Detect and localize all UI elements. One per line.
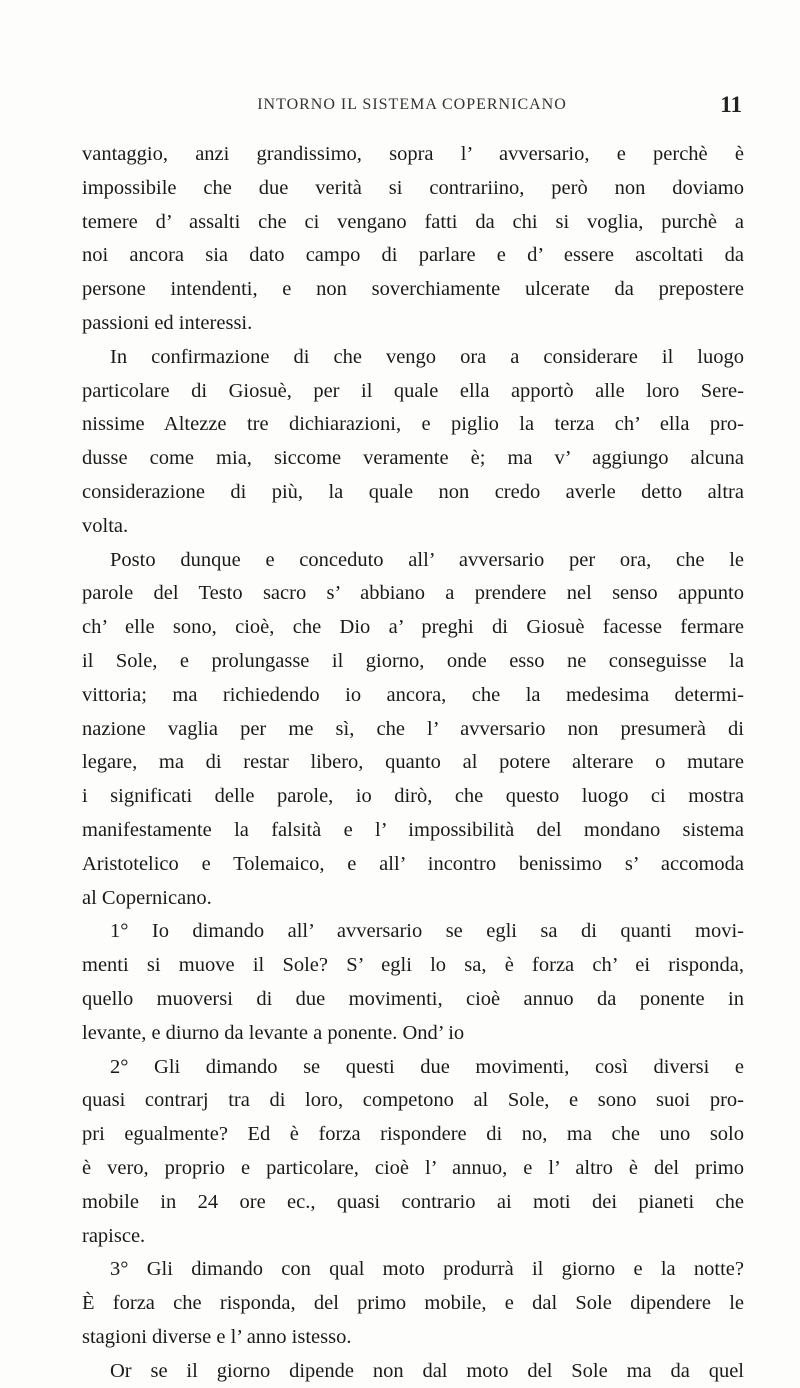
text-line: ch’ elle sono, cioè, che Dio a’ preghi di Giosuè facesse fermare	[82, 616, 744, 639]
text-line: persone intendenti, e non soverchiamente ulcerate da prepostere	[82, 278, 744, 301]
text-line: Or se il giorno dipende non dal moto del Sole ma da quel	[110, 1359, 744, 1382]
text-line: volta.	[82, 514, 129, 537]
text-line: nissime Altezze tre dichiarazioni, e piglio la terza ch’ ella pro-	[82, 413, 744, 436]
text-line: menti si muove il Sole? S’ egli lo sa, è forza ch’ ei risponda,	[82, 954, 744, 977]
text-line: vittoria; ma richiedendo io ancora, che la medesima determi-	[82, 683, 744, 706]
text-line: Posto dunque e conceduto all’ avversario per ora, che le	[110, 548, 744, 571]
text-line: mobile in 24 ore ec., quasi contrario ai moti dei pianeti che	[82, 1190, 744, 1213]
text-line: In confirmazione di che vengo ora a considerare il luogo	[110, 345, 744, 368]
page-number: 11	[720, 92, 742, 117]
text-line: quasi contrarj tra di loro, competono al Sole, e sono suoi pro-	[82, 1089, 744, 1112]
text-line: noi ancora sia dato campo di parlare e d’ essere ascoltati da	[82, 244, 744, 267]
text-line: è vero, proprio e particolare, cioè l’ annuo, e l’ altro è del primo	[82, 1156, 744, 1179]
text-line: dusse come mia, siccome veramente è; ma v’ aggiungo alcuna	[82, 447, 744, 470]
text-line: 2° Gli dimando se questi due movimenti, così diversi e	[110, 1055, 744, 1078]
text-line: legare, ma di restar libero, quanto al potere alterare o mutare	[82, 751, 744, 774]
running-title: INTORNO IL SISTEMA COPERNICANO	[257, 96, 567, 113]
text-line: particolare di Giosuè, per il quale ella apportò alle loro Sere-	[82, 379, 744, 402]
text-line: i significati delle parole, io dirò, che questo luogo ci mostra	[82, 785, 744, 808]
text-line: al Copernicano.	[82, 886, 212, 909]
body-text	[82, 138, 744, 1388]
text-line: levante, e diurno da levante a ponente. Ond’ io	[82, 1021, 465, 1044]
text-line: il Sole, e prolungasse il giorno, onde esso ne conseguisse la	[82, 649, 744, 672]
text-line: manifestamente la falsità e l’ impossibilità del mondano sistema	[82, 818, 744, 841]
text-line: considerazione di più, la quale non credo averle detto altra	[82, 480, 744, 503]
text-line: passioni ed interessi.	[82, 311, 253, 334]
text-line: vantaggio, anzi grandissimo, sopra l’ avversario, e perchè è	[82, 143, 744, 165]
text-line: 1° Io dimando all’ avversario se egli sa di quanti movi-	[110, 920, 744, 943]
text-line: rapisce.	[82, 1224, 146, 1247]
text-line: Aristotelico e Tolemaico, e all’ incontro benissimo s’ accomoda	[82, 852, 744, 875]
text-line: nazione vaglia per me sì, che l’ avversario non presumerà di	[82, 717, 744, 740]
running-head	[82, 92, 742, 122]
text-line: impossibile che due verità si contrariino, però non doviamo	[82, 176, 744, 199]
text-line: pri egualmente? Ed è forza rispondere di no, ma che uno solo	[82, 1123, 744, 1146]
text-line: 3° Gli dimando con qual moto produrrà il giorno e la notte?	[110, 1258, 744, 1281]
text-line: temere d’ assalti che ci vengano fatti da chi si voglia, purchè a	[82, 210, 744, 233]
text-line: È forza che risponda, del primo mobile, e dal Sole dipendere le	[82, 1292, 744, 1315]
text-line: quello muoversi di due movimenti, cioè annuo da ponente in	[82, 987, 744, 1010]
text-line: stagioni diverse e l’ anno istesso.	[82, 1325, 352, 1348]
text-line: parole del Testo sacro s’ abbiano a prendere nel senso appunto	[82, 582, 744, 605]
